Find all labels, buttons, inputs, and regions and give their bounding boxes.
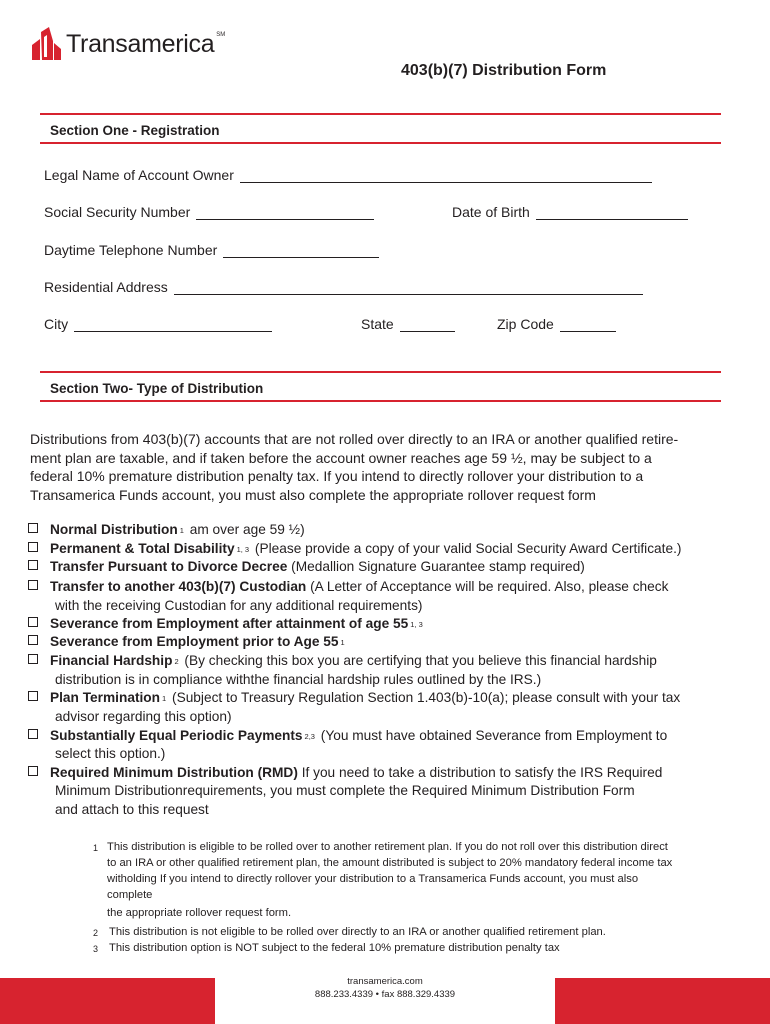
option-custodian-transfer [28, 578, 668, 597]
footnote-number: 2 [93, 928, 99, 938]
state-field [361, 316, 455, 332]
intro-line: ment plan are taxable, and if taken before the account owner reaches age 59 ½, may be subject to a [30, 449, 652, 466]
state-label: State [361, 316, 394, 332]
footnote-line: complete [107, 889, 153, 901]
option-normal-distribution [28, 521, 305, 541]
footnote-line: This distribution is eligible to be rolled over to another retirement plan. If you do not roll over this distribution direct [107, 841, 668, 853]
footnote-line: to an IRA or other qualified retirement plan, the amount distributed is subject to 20% mandatory federal income tax [107, 857, 673, 869]
option-text: If you need to take a distribution to satisfy the IRS Required [297, 765, 663, 780]
option-financial-hardship [28, 652, 657, 672]
footnote-ref: 1 [162, 694, 167, 703]
footnote-line: This distribution option is NOT subject to the federal 10% premature distribution penalty tax [109, 942, 560, 954]
phone-field [44, 242, 379, 258]
form-title: 403(b)(7) Distribution Form [401, 62, 607, 79]
option-title: Normal Distribution [50, 522, 178, 537]
checkbox[interactable] [28, 654, 38, 664]
checkbox[interactable] [28, 580, 38, 590]
section-two-title: Section Two- Type of Distribution [50, 381, 264, 396]
footnote-ref: 1 [179, 526, 184, 535]
footer [0, 975, 770, 1001]
option-title: Plan Termination [50, 690, 161, 705]
checkbox[interactable] [28, 617, 38, 627]
legal-name-field [44, 167, 652, 183]
checkbox[interactable] [28, 542, 38, 552]
option-severance-before-55 [28, 633, 347, 653]
intro-line: Transamerica Funds account, you must also complete the appropriate rollover request form [30, 486, 596, 503]
address-input[interactable] [174, 280, 643, 295]
section-two-header [40, 371, 721, 402]
dob-input[interactable] [536, 205, 688, 220]
trademark-mark: SM [216, 32, 226, 38]
checkbox[interactable] [28, 691, 38, 701]
dob-label: Date of Birth [452, 204, 530, 220]
legal-name-input[interactable] [240, 168, 652, 183]
option-text: (You must have obtained Severance from Employment to [316, 728, 668, 743]
ssn-input[interactable] [196, 205, 374, 220]
section-one-header [40, 113, 721, 144]
option-text: (Please provide a copy of your valid Social Security Award Certificate.) [251, 541, 682, 556]
option-text: (Medallion Signature Guarantee stamp required) [287, 559, 585, 574]
checkbox[interactable] [28, 523, 38, 533]
footer-website[interactable]: transamerica.com [347, 976, 423, 987]
footnote-ref: 2 [174, 657, 179, 666]
option-rmd [28, 764, 662, 783]
option-continuation: advisor regarding this option) [55, 709, 232, 724]
option-periodic-payments [28, 727, 667, 747]
zip-field [497, 316, 616, 332]
option-continuation: Minimum Distributionrequirements, you must complete the Required Minimum Distribution Form [55, 783, 635, 798]
option-disability [28, 540, 681, 560]
option-title: Transfer to another 403(b)(7) Custodian [50, 579, 307, 594]
city-label: City [44, 316, 69, 332]
option-continuation: select this option.) [55, 746, 166, 761]
intro-line: federal 10% premature distribution penalty tax. If you intend to directly rollover your distribution to a [30, 468, 644, 484]
option-continuation: and attach to this request [55, 802, 209, 817]
section-one-title: Section One - Registration [50, 123, 220, 138]
checkbox[interactable] [28, 560, 38, 570]
footnote-ref: 1 [340, 638, 345, 647]
checkbox[interactable] [28, 729, 38, 739]
option-title: Severance from Employment prior to Age 55 [50, 634, 339, 649]
section-two-intro [30, 430, 735, 504]
option-severance-after-55 [28, 615, 425, 635]
address-field [44, 279, 643, 295]
legal-name-label: Legal Name of Account Owner [44, 167, 234, 183]
option-title: Permanent & Total Disability [50, 541, 235, 556]
ssn-label: Social Security Number [44, 204, 191, 220]
checkbox[interactable] [28, 635, 38, 645]
footnote-number: 1 [93, 843, 99, 853]
city-field [44, 316, 272, 332]
footnote-line: witholding If you intend to directly rollover your distribution to a Transamerica Funds account, you must also [107, 873, 639, 885]
option-title: Financial Hardship [50, 653, 173, 668]
footnote-ref: 1, 3 [410, 620, 423, 629]
zip-input[interactable] [560, 317, 616, 332]
footnote-line: the appropriate rollover request form. [107, 907, 292, 919]
option-continuation: distribution is in compliance withthe financial hardship rules outlined by the IRS.) [55, 672, 542, 687]
section-divider [40, 400, 721, 402]
dob-field [452, 204, 688, 220]
option-text: (Subject to Treasury Regulation Section 1.403(b)-10(a); please consult with your tax [168, 690, 681, 705]
option-title: Substantially Equal Periodic Payments [50, 728, 303, 743]
footnote-ref: 1, 3 [236, 545, 250, 554]
pyramid-logo-icon [30, 27, 62, 61]
footer-contact: 888.233.4339 • fax 888.329.4339 [314, 989, 456, 1000]
section-divider [40, 142, 721, 144]
option-divorce-transfer [28, 558, 585, 577]
state-input[interactable] [400, 317, 455, 332]
option-title: Required Minimum Distribution (RMD) [50, 765, 298, 780]
transamerica-logo [30, 27, 225, 61]
option-continuation: with the receiving Custodian for any additional requirements) [55, 598, 423, 613]
zip-label: Zip Code [497, 316, 554, 332]
checkbox[interactable] [28, 766, 38, 776]
option-plan-termination [28, 689, 680, 709]
footnote-number: 3 [93, 944, 99, 954]
option-text: (By checking this box you are certifying that you believe this financial hardship [180, 653, 657, 668]
city-input[interactable] [74, 317, 272, 332]
option-title: Transfer Pursuant to Divorce Decree [50, 559, 288, 574]
phone-input[interactable] [223, 243, 379, 258]
footnote-line: This distribution is not eligible to be rolled over directly to an IRA or another qualified retirement plan. [109, 926, 606, 938]
intro-line: Distributions from 403(b)(7) accounts that are not rolled over directly to an IRA or another qualified retire- [30, 431, 679, 447]
option-text: am over age 59 ½) [185, 522, 305, 537]
option-title: Severance from Employment after attainment of age 55 [50, 616, 409, 631]
brand-name: Transamerica [66, 29, 215, 58]
ssn-field [44, 204, 374, 220]
footnote-ref: 2,3 [304, 732, 315, 741]
address-label: Residential Address [44, 279, 168, 295]
phone-label: Daytime Telephone Number [44, 242, 218, 258]
option-text: (A Letter of Acceptance will be required. Also, please check [306, 579, 669, 594]
